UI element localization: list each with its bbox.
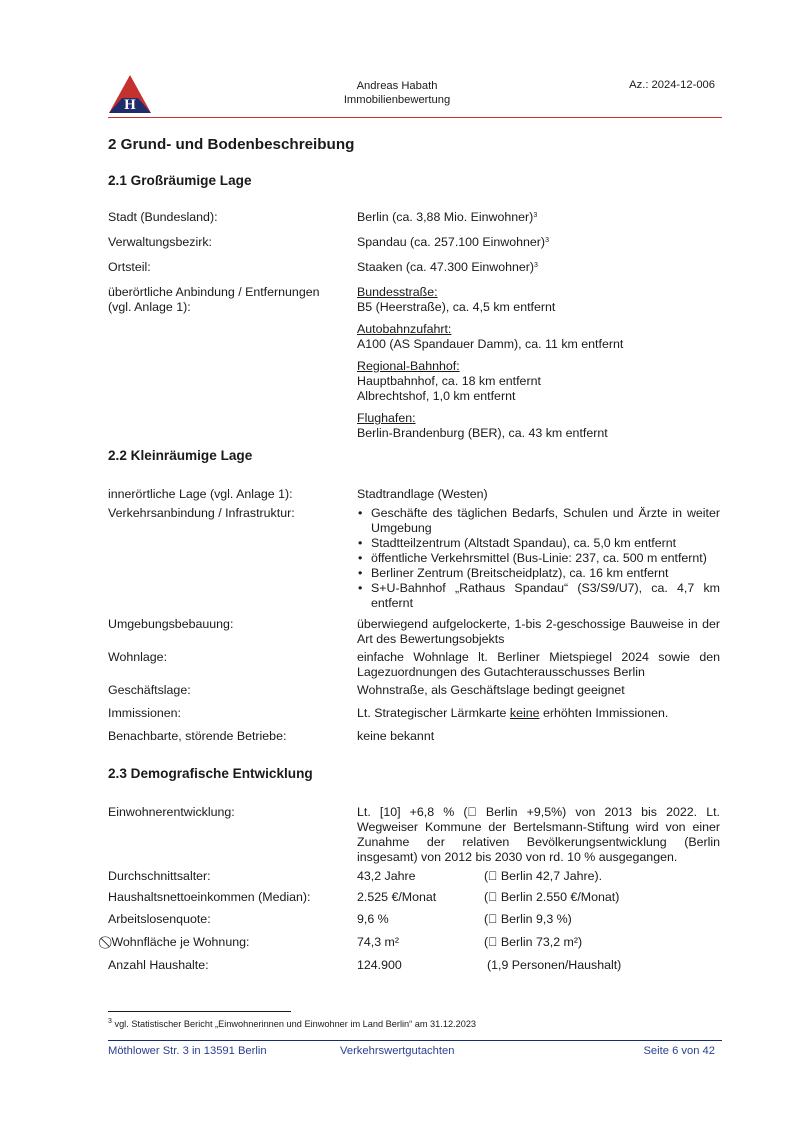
label-arbeitslosenquote: Arbeitslosenquote:	[108, 912, 211, 926]
compare-haushaltseinkommen: (⃠ Berlin 2.550 €/Monat)	[484, 890, 620, 904]
list-item: • S+U-Bahnhof „Rathaus Spandau“ (S3/S9/U7), ca. 4,7 km entfernt	[357, 581, 720, 611]
header-rule	[108, 117, 722, 118]
label-haushaltseinkommen: Haushaltsnettoeinkommen (Median):	[108, 890, 311, 904]
value-wohnflaeche: 74,3 m²	[357, 935, 400, 949]
infrastructure-list	[357, 506, 720, 611]
value-haushalte: 124.900	[357, 958, 402, 972]
label-geschaeftslage: Geschäftslage:	[108, 683, 191, 697]
footer-doc-type: Verkehrswertgutachten	[340, 1045, 455, 1057]
footnote: $^3$ vgl. Statistischer Bericht „Einwohnerinnen und Einwohner im Land Berlin“ am 31.12.2023	[108, 1018, 477, 1029]
label-stadt: Stadt (Bundesland):	[108, 210, 218, 224]
label-durchschnittsalter: Durchschnittsalter:	[108, 869, 211, 883]
list-item: • öffentliche Verkehrsmittel (Bus-Linie: 237, ca. 500 m entfernt)	[357, 551, 720, 566]
value-einwohnerentwicklung: Lt. [10] +6,8 % (⃠ Berlin +9,5%) von 2013 bis 2022. Lt. Wegweiser Kommune der Bertelsmann-Stiftung wird von einer Zunahme der relativen Bevölkerungsentwicklung (Berlin insgesamt) von 2012 bis 2030 von rd. 10 % ausgegangen.	[357, 805, 720, 864]
list-item: • Geschäfte des täglichen Bedarfs, Schulen und Ärzte in weiter Umgebung	[357, 506, 720, 536]
label-bezirk: Verwaltungsbezirk:	[108, 235, 212, 249]
connection-bahnhof: Regional-Bahnhof: Hauptbahnhof, ca. 18 km entfernt Albrechtshof, 1,0 km entfernt	[357, 359, 541, 403]
label-anbindung: überörtliche Anbindung / Entfernungen (vgl. Anlage 1):	[108, 285, 320, 314]
list-item: • Berliner Zentrum (Breitscheidplatz), ca. 16 km entfernt	[357, 566, 720, 581]
value-bezirk: Spandau (ca. 257.100 Einwohner)$^3$	[357, 235, 549, 249]
label-haushalte: Anzahl Haushalte:	[108, 958, 209, 972]
header-subtitle: Immobilienbewertung	[343, 94, 451, 106]
label-immissionen: Immissionen:	[108, 706, 181, 720]
list-item: • Stadtteilzentrum (Altstadt Spandau), ca. 5,0 km entfernt	[357, 536, 720, 551]
subsection-heading-2-2: 2.2 Kleinräumige Lage	[108, 448, 253, 463]
value-durchschnittsalter: 43,2 Jahre	[357, 869, 416, 883]
header-name: Andreas Habath	[356, 80, 438, 92]
connection-bundesstrasse: Bundesstraße: B5 (Heerstraße), ca. 4,5 km entfernt	[357, 285, 556, 314]
label-wohnflaeche: ⃠ Wohnfläche je Wohnung:	[108, 935, 250, 949]
value-haushaltseinkommen: 2.525 €/Monat	[357, 890, 437, 904]
label-ortsteil: Ortsteil:	[108, 260, 151, 274]
label-einwohnerentwicklung: Einwohnerentwicklung:	[108, 805, 235, 819]
label-lage: innerörtliche Lage (vgl. Anlage 1):	[108, 487, 293, 501]
compare-durchschnittsalter: (⃠ Berlin 42,7 Jahre).	[484, 869, 603, 883]
file-reference: Az.: 2024-12-006	[629, 79, 715, 91]
connection-flughafen: Flughafen: Berlin-Brandenburg (BER), ca. 43 km entfernt	[357, 411, 608, 440]
logo-letter: H	[124, 97, 136, 113]
value-geschaeftslage: Wohnstraße, als Geschäftslage bedingt geeignet	[357, 683, 625, 697]
value-lage: Stadtrandlage (Westen)	[357, 487, 488, 501]
value-benachbarte: keine bekannt	[357, 729, 435, 743]
footer-page-number: Seite 6 von 42	[643, 1045, 715, 1057]
value-arbeitslosenquote: 9,6 %	[357, 912, 389, 926]
subsection-heading-2-3: 2.3 Demografische Entwicklung	[108, 766, 313, 781]
footer-rule	[108, 1040, 722, 1041]
value-ortsteil: Staaken (ca. 47.300 Einwohner)$^3$	[357, 260, 538, 274]
footnote-rule	[108, 1011, 291, 1012]
value-wohnlage: einfache Wohnlage lt. Berliner Mietspiegel 2024 sowie den Lagezuordnungen des Gutachterausschusses Berlin	[357, 650, 720, 679]
label-infrastruktur: Verkehrsanbindung / Infrastruktur:	[108, 506, 295, 520]
value-immissionen: Lt. Strategischer Lärmkarte keine erhöhten Immissionen.	[357, 706, 669, 720]
compare-arbeitslosenquote: (⃠ Berlin 9,3 %)	[484, 912, 572, 926]
label-bebauung: Umgebungsbebauung:	[108, 617, 234, 631]
connection-autobahn: Autobahnzufahrt: A100 (AS Spandauer Damm), ca. 11 km entfernt	[357, 322, 624, 351]
value-stadt: Berlin (ca. 3,88 Mio. Einwohner)$^3$	[357, 210, 538, 224]
subsection-heading-2-1: 2.1 Großräumige Lage	[108, 173, 252, 188]
value-bebauung: überwiegend aufgelockerte, 1-bis 2-geschossige Bauweise in der Art des Bewertungsobjekts	[357, 617, 720, 646]
label-wohnlage: Wohnlage:	[108, 650, 168, 664]
label-benachbarte: Benachbarte, störende Betriebe:	[108, 729, 287, 743]
section-heading: 2 Grund- und Bodenbeschreibung	[108, 136, 355, 153]
compare-wohnflaeche: (⃠ Berlin 73,2 m²)	[484, 935, 583, 949]
footer-address: Möthlower Str. 3 in 13591 Berlin	[108, 1045, 267, 1057]
compare-haushalte: (1,9 Personen/Haushalt)	[487, 958, 622, 972]
